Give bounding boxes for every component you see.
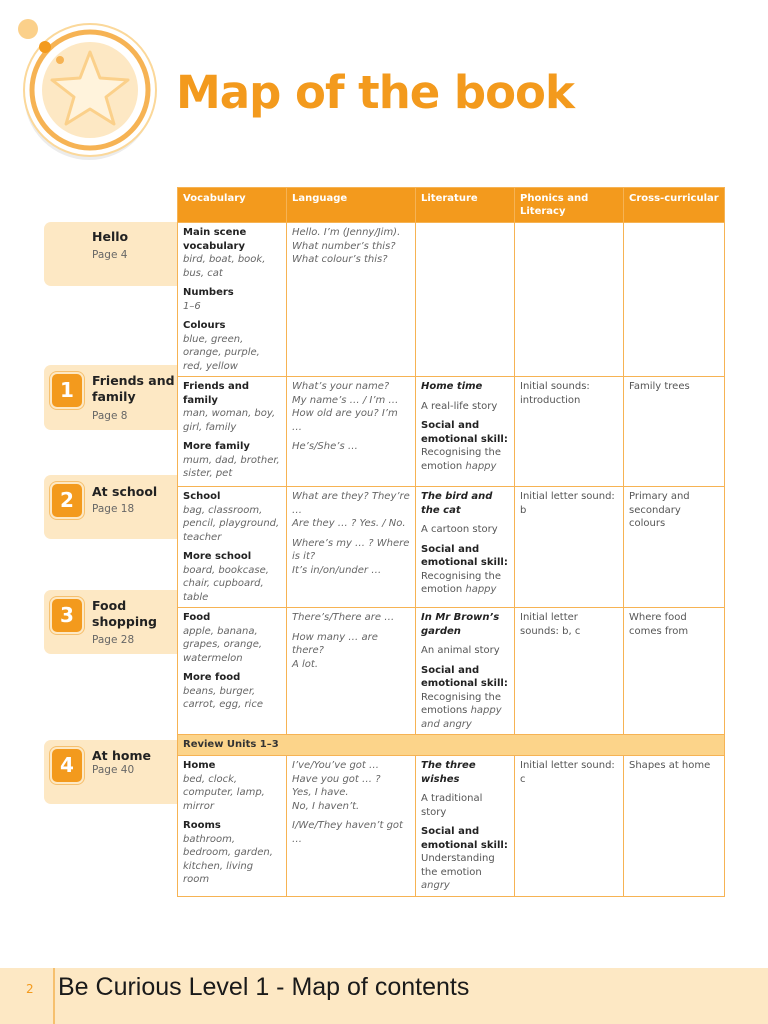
skill-emotion: happy [465, 460, 497, 472]
vocab-heading: Main scene vocabulary [183, 227, 247, 252]
phonics-cell [515, 223, 624, 377]
unit-tab-hello [44, 222, 178, 286]
skill-heading: Social and emotional skill: [421, 420, 508, 445]
vocab-words: apple, banana, grapes, orange, watermelon [183, 625, 263, 664]
vocabulary-cell [178, 756, 287, 897]
vocab-words: board, bookcase, chair, cupboard, table [183, 564, 269, 603]
language-line: Yes, I have. [292, 787, 349, 798]
unit-title: At home [92, 748, 151, 763]
vocab-words: beans, burger, carrot, egg, rice [183, 685, 263, 710]
vocab-heading: More school [183, 551, 252, 562]
table-row [178, 756, 725, 897]
vocab-words: bathroom, bedroom, garden, kitchen, living room [183, 833, 273, 885]
phonics-cell: Initial letter sound: c [515, 756, 624, 897]
language-line: A lot. [292, 658, 319, 670]
language-line: It’s in/on/under … [292, 564, 382, 576]
language-line: I/We/They haven’t got … [292, 820, 403, 845]
language-cell [287, 608, 416, 735]
cross-curricular-cell: Where food comes from [624, 608, 725, 735]
story-type: A cartoon story [421, 524, 498, 535]
language-line: There’s/There are … [292, 612, 395, 623]
column-header: Vocabulary [178, 188, 287, 223]
table-row [178, 608, 725, 735]
skill-heading: Social and emotional skill: [421, 826, 508, 851]
unit-page: Page 4 [92, 249, 128, 261]
language-line: What are they? They’re … [292, 491, 410, 516]
unit-page: Page 8 [92, 410, 128, 422]
skill-heading: Social and emotional skill: [421, 543, 508, 568]
vocab-words: blue, green, orange, purple, red, yellow [183, 333, 260, 372]
unit-page: Page 40 [92, 764, 135, 776]
literature-cell [416, 223, 515, 377]
skill-text: Recognising the emotion [421, 447, 501, 472]
language-line: He’s/She’s … [292, 441, 358, 452]
literature-cell [416, 756, 515, 897]
unit-tab-2 [44, 475, 178, 539]
language-line: What colour’s this? [292, 254, 388, 265]
vocab-heading: Numbers [183, 287, 234, 298]
language-cell [287, 377, 416, 487]
language-cell [287, 223, 416, 377]
language-line: Where’s my … ? Where is it? [292, 537, 410, 562]
page-title: Map of the book [176, 66, 574, 119]
page-number: 2 [26, 982, 34, 996]
review-row [178, 735, 725, 756]
language-line: Have you got … ? [292, 773, 381, 785]
skill-text: Recognising the emotion [421, 570, 501, 595]
vocab-words: bag, classroom, pencil, playground, teacher [183, 504, 280, 543]
vocabulary-cell [178, 487, 287, 608]
unit-title: Hello [92, 229, 129, 244]
vocabulary-cell [178, 608, 287, 735]
table-row [178, 377, 725, 487]
literature-cell [416, 377, 515, 487]
star-logo-icon [0, 0, 170, 180]
vocab-heading: Home [183, 760, 216, 771]
unit-number-badge: 4 [52, 749, 82, 782]
cross-curricular-cell: Family trees [624, 377, 725, 487]
language-line: Are they … ? Yes. / No. [292, 518, 406, 529]
column-header: Cross-curricular [624, 188, 725, 223]
vocab-heading: Food [183, 612, 211, 623]
contents-table [177, 187, 725, 897]
language-cell [287, 487, 416, 608]
column-header: Literature [416, 188, 515, 223]
language-line: No, I haven’t. [292, 800, 360, 812]
skill-heading: Social and emotional skill: [421, 664, 508, 689]
column-header: Language [287, 188, 416, 223]
phonics-cell: Initial sounds: introduction [515, 377, 624, 487]
vocab-heading: Rooms [183, 820, 221, 831]
vocab-words: bed, clock, computer, lamp, mirror [183, 773, 265, 812]
phonics-cell: Initial letter sound: b [515, 487, 624, 608]
vocabulary-cell [178, 377, 287, 487]
vocab-words: 1–6 [183, 300, 201, 312]
language-line: I’ve/You’ve got … [292, 760, 380, 771]
vocab-heading: School [183, 491, 221, 502]
footer-title: Be Curious Level 1 - Map of contents [58, 973, 470, 1001]
vocab-words: bird, boat, book, bus, cat [183, 254, 266, 279]
vocab-words: mum, dad, brother, sister, pet [183, 454, 280, 479]
phonics-cell: Initial letter sounds: b, c [515, 608, 624, 735]
vocab-heading: Friends and family [183, 381, 250, 406]
cross-curricular-cell: Primary and secondary colours [624, 487, 725, 608]
skill-emotion: angry [421, 880, 450, 891]
vocab-heading: Colours [183, 320, 226, 331]
table-row [178, 223, 725, 377]
story-type: A traditional story [421, 793, 483, 818]
story-type: A real-life story [421, 400, 498, 412]
unit-tab-3 [44, 590, 178, 654]
table-header-row [178, 188, 725, 223]
footer-divider [53, 968, 55, 1024]
unit-tab-1 [44, 365, 178, 430]
vocabulary-cell [178, 223, 287, 377]
cross-curricular-cell [624, 223, 725, 377]
story-title: In Mr Brown’s garden [421, 612, 500, 637]
skill-text: Understanding the emotion [421, 853, 495, 878]
language-line: What’s your name? [292, 381, 390, 392]
language-line: How many … are there? [292, 631, 378, 656]
vocab-words: man, woman, boy, girl, family [183, 408, 276, 433]
column-header: Phonics and Literacy [515, 188, 624, 223]
story-title: The three wishes [421, 760, 476, 785]
language-cell [287, 756, 416, 897]
skill-text: Recognising the emotions [421, 691, 501, 716]
literature-cell [416, 487, 515, 608]
language-line: What number’s this? [292, 240, 396, 252]
unit-title: Food shopping [92, 598, 157, 629]
unit-number-badge: 1 [52, 374, 82, 407]
story-type: An animal story [421, 645, 500, 656]
vocab-heading: More family [183, 441, 250, 452]
unit-page: Page 18 [92, 503, 135, 515]
language-line: My name’s … / I’m … [292, 394, 399, 406]
cross-curricular-cell: Shapes at home [624, 756, 725, 897]
unit-page: Page 28 [92, 634, 135, 646]
language-line: Hello. I’m (Jenny/Jim). [292, 227, 401, 238]
unit-tab-4 [44, 740, 178, 804]
unit-number-badge: 2 [52, 484, 82, 517]
literature-cell [416, 608, 515, 735]
unit-title: Friends and family [92, 373, 175, 404]
skill-emotion: happy [465, 584, 497, 595]
story-title: Home time [421, 381, 483, 392]
page-footer [0, 968, 768, 1024]
table-row [178, 487, 725, 608]
review-label: Review Units 1–3 [178, 735, 725, 756]
skill-emotion: happy and angry [421, 705, 502, 730]
language-line: How old are you? I’m … [292, 408, 398, 433]
unit-title: At school [92, 484, 158, 499]
story-title: The bird and the cat [421, 491, 493, 516]
vocab-heading: More food [183, 672, 241, 683]
unit-number-badge: 3 [52, 599, 82, 632]
